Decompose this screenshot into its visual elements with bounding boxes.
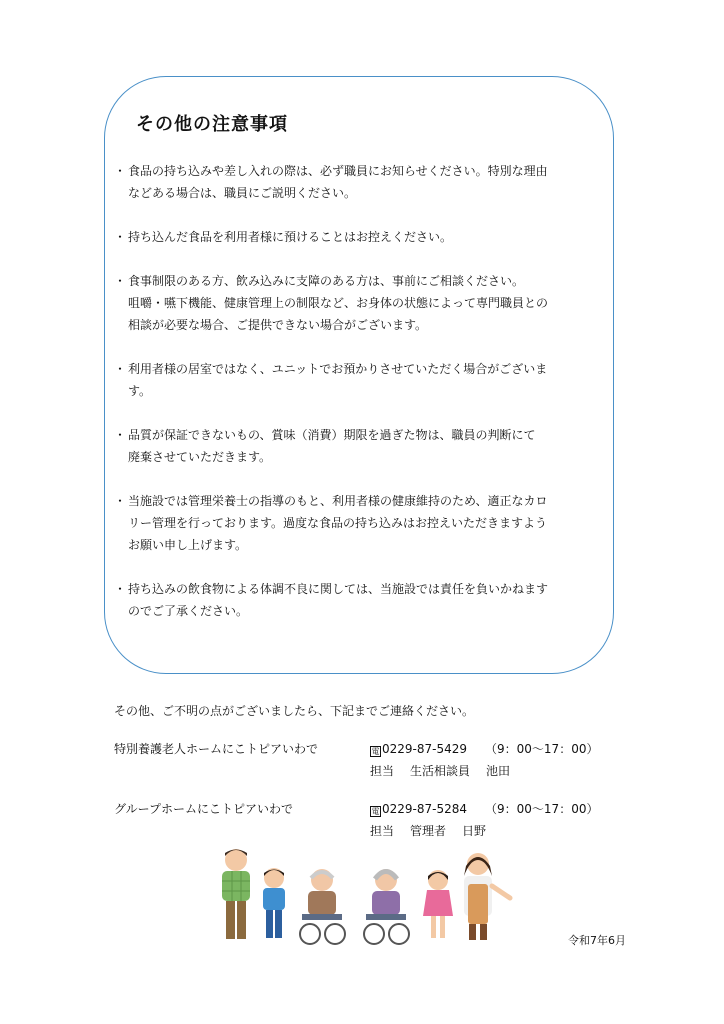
man-figure-icon xyxy=(222,849,250,939)
bullet: ・ xyxy=(114,274,127,288)
staff-role: 管理者 xyxy=(410,824,447,838)
girl-figure-icon xyxy=(423,870,453,938)
staff-line xyxy=(370,760,510,782)
notice-line: 当施設では管理栄養士の指導のもと、利用者様の健康維持のため、適正なカロ xyxy=(128,494,548,508)
notice-line: のでご了承ください。 xyxy=(128,604,249,618)
staff-prefix: 担当 xyxy=(370,824,395,838)
bullet: ・ xyxy=(114,428,127,442)
staff-line xyxy=(370,820,486,842)
staff-name: 池田 xyxy=(486,764,511,778)
woman-figure-icon xyxy=(464,853,510,940)
elderly-man-wheelchair-icon xyxy=(300,869,345,944)
notice-list xyxy=(114,160,606,644)
staff-name: 日野 xyxy=(462,824,487,838)
family-and-elderly-in-wheelchairs-illustration xyxy=(210,846,525,946)
phone-number: 0229-87-5284 xyxy=(382,802,468,816)
bullet: ・ xyxy=(114,164,127,178)
notice-line: 持ち込みの飲食物による体調不良に関しては、当施設では責任を負いかねます xyxy=(128,582,549,596)
contact-intro: その他、ご不明の点がございましたら、下記までご連絡ください。 xyxy=(114,704,475,718)
notice-item xyxy=(114,578,606,622)
bullet: ・ xyxy=(114,230,127,244)
notice-line: 利用者様の居室ではなく、ユニットでお預かりさせていただく場合がございま xyxy=(128,362,548,376)
phone-line xyxy=(370,738,598,760)
notice-line: 相談が必要な場合、ご提供できない場合がございます。 xyxy=(128,318,428,332)
office-hours: （9：00～17：00） xyxy=(485,802,599,816)
phone-line xyxy=(370,798,598,820)
notice-item xyxy=(114,358,606,402)
notice-line: 咀嚼・嚥下機能、健康管理上の制限など、お身体の状態によって専門職員との xyxy=(128,296,549,310)
bullet: ・ xyxy=(114,582,127,596)
notice-line: す。 xyxy=(128,384,152,398)
notice-line: 食品の持ち込みや差し入れの際は、必ず職員にお知らせください。特別な理由 xyxy=(128,164,548,178)
notice-line: 品質が保証できないもの、賞味（消費）期限を過ぎた物は、職員の判断にて xyxy=(128,428,536,442)
bullet: ・ xyxy=(114,494,127,508)
notice-line: お願い申し上げます。 xyxy=(128,538,248,552)
facility-name: 特別養護老人ホームにこトピアいわで xyxy=(114,742,319,756)
office-hours: （9：00～17：00） xyxy=(485,742,599,756)
notice-line: 廃棄させていただきます。 xyxy=(128,450,272,464)
staff-role: 生活相談員 xyxy=(410,764,471,778)
phone-icon: 電 xyxy=(371,747,380,756)
bullet: ・ xyxy=(114,362,127,376)
notice-item xyxy=(114,424,606,468)
boy-figure-icon xyxy=(263,868,285,938)
notice-title: その他の注意事項 xyxy=(136,114,288,135)
notice-line: などある場合は、職員にご説明ください。 xyxy=(128,186,357,200)
notice-line: 食事制限のある方、飲み込みに支障のある方は、事前にご相談ください。 xyxy=(128,274,525,288)
notice-line: 持ち込んだ食品を利用者様に預けることはお控えください。 xyxy=(128,230,453,244)
issue-date: 令和7年6月 xyxy=(568,934,626,947)
notice-item xyxy=(114,226,606,248)
notice-item xyxy=(114,270,606,336)
notice-line: リー管理を行っております。過度な食品の持ち込みはお控えいただきますよう xyxy=(128,516,548,530)
staff-prefix: 担当 xyxy=(370,764,395,778)
notice-item xyxy=(114,490,606,556)
facility-name: グループホームにこトピアいわで xyxy=(114,802,294,816)
phone-number: 0229-87-5429 xyxy=(382,742,468,756)
notice-item xyxy=(114,160,606,204)
elderly-woman-wheelchair-icon xyxy=(364,869,409,944)
phone-icon: 電 xyxy=(371,807,380,816)
